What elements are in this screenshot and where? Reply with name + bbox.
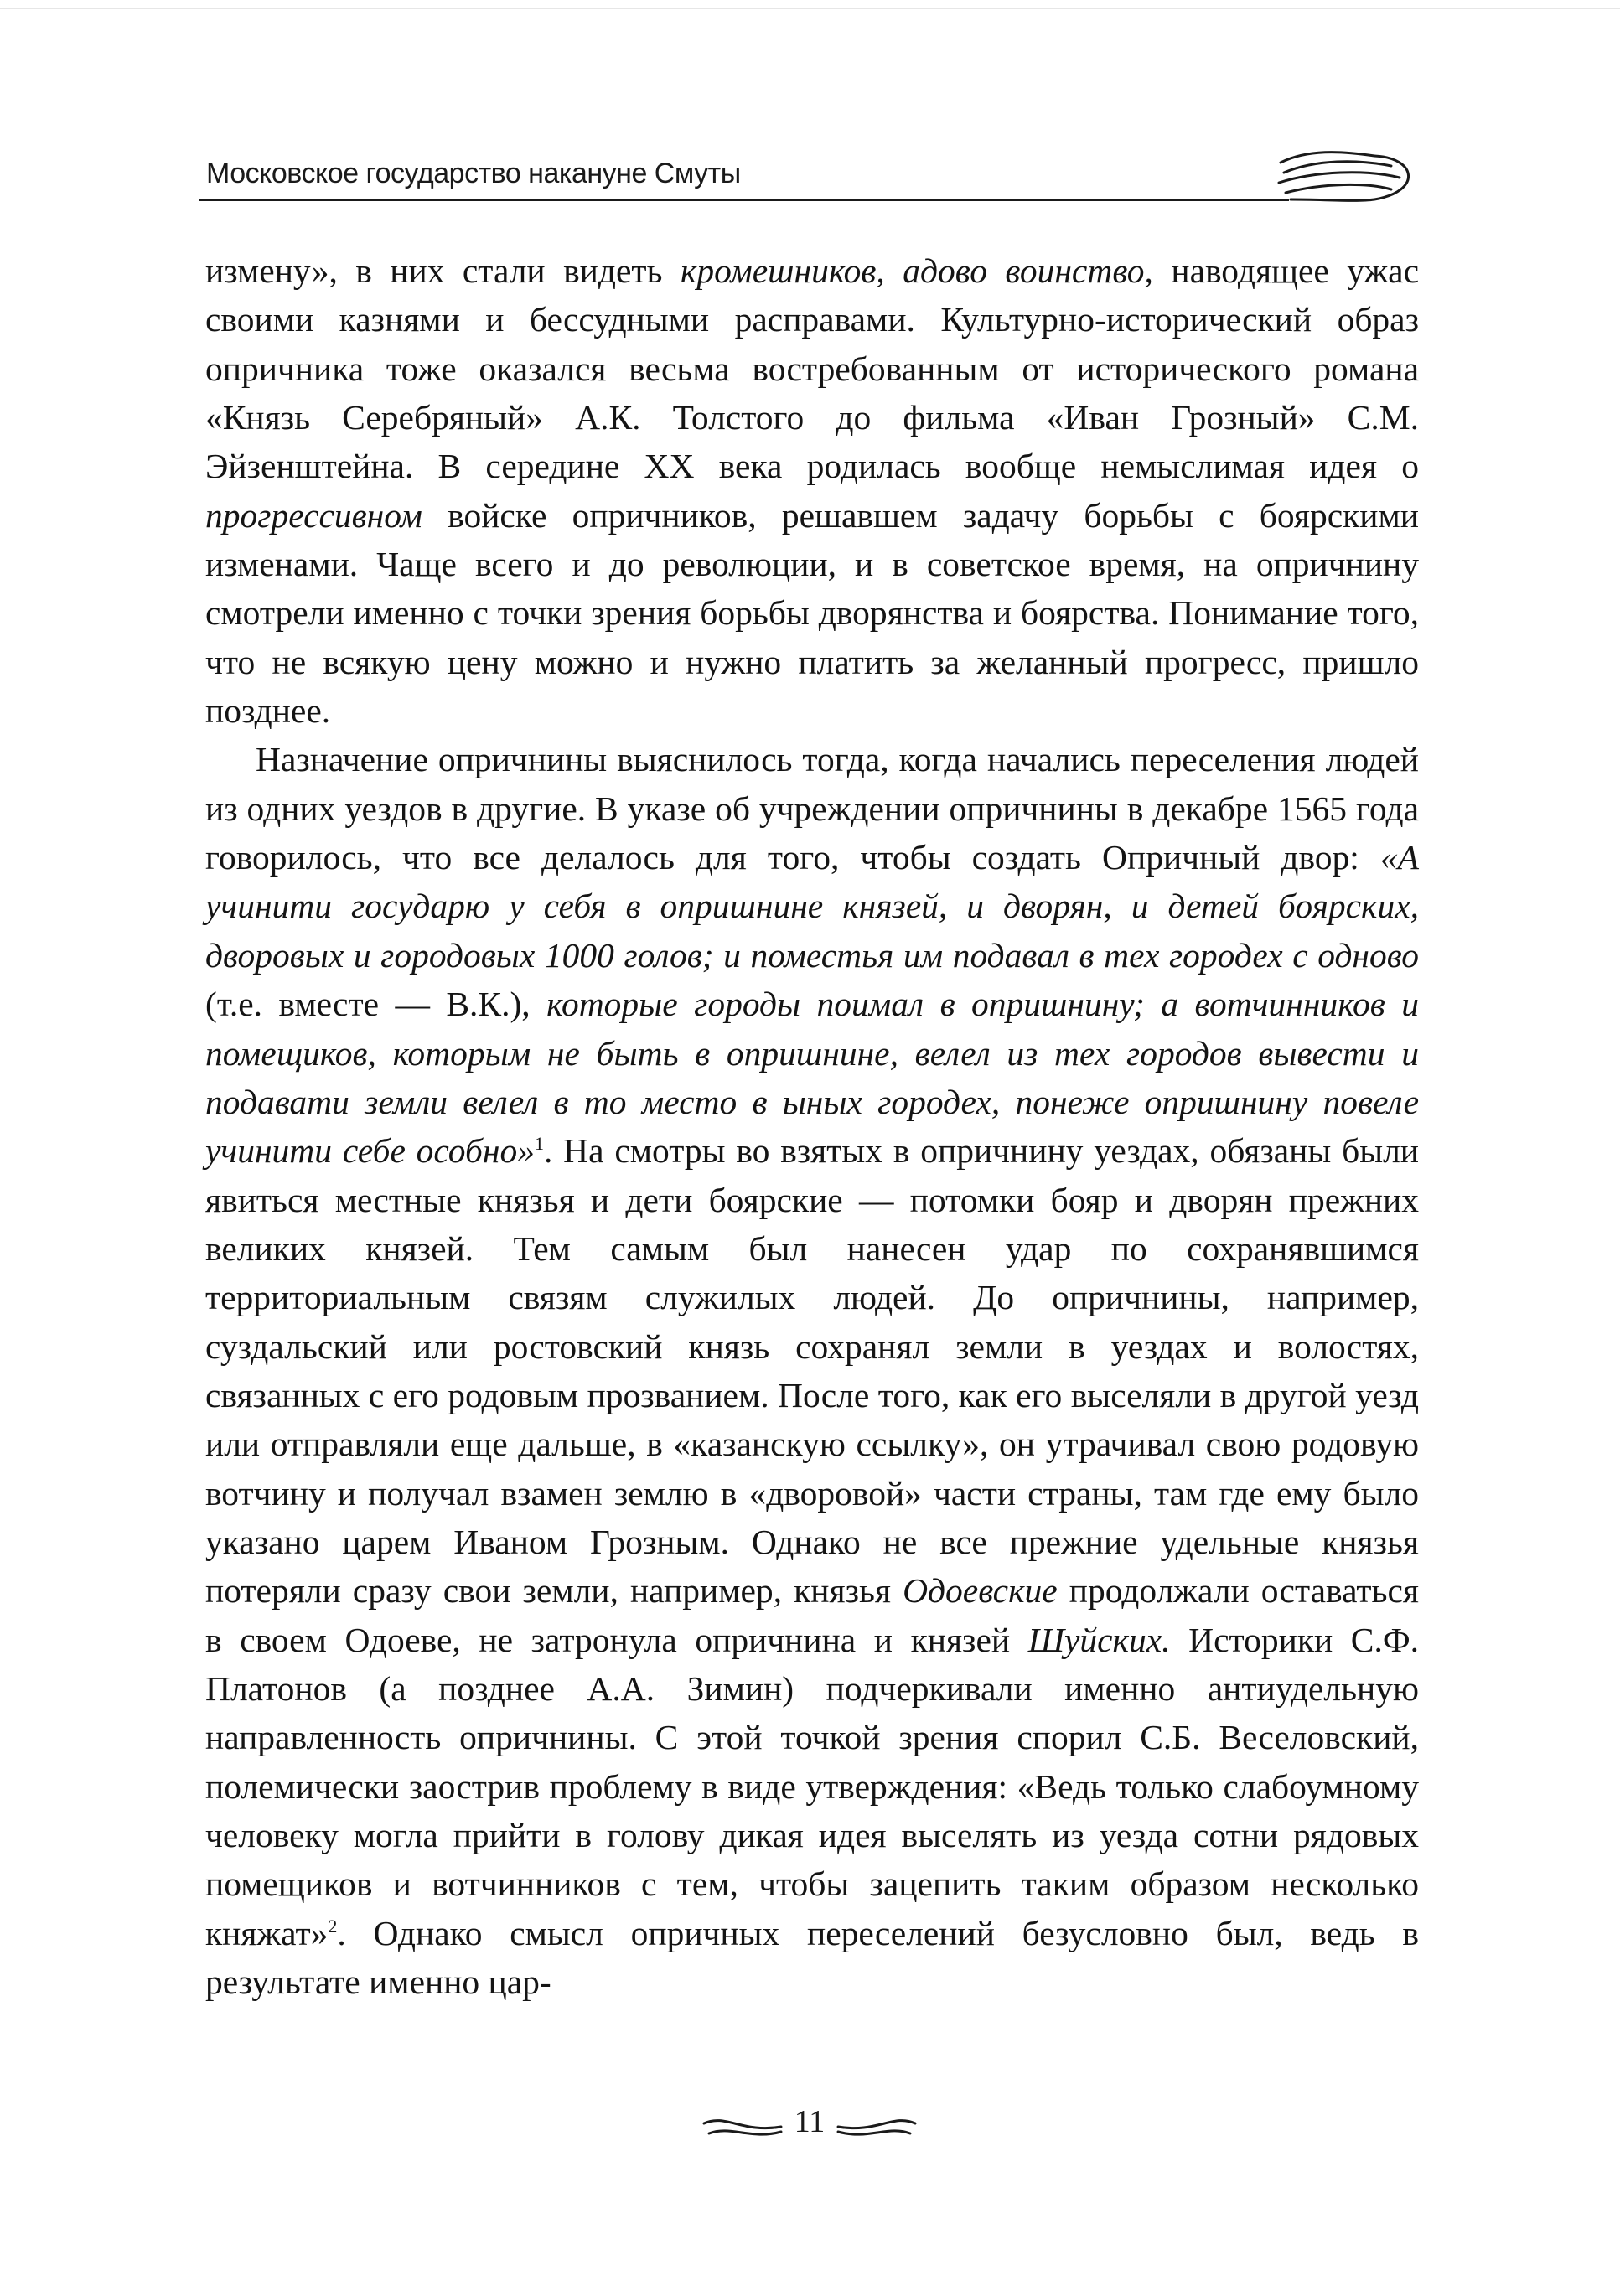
text-run: . На смотры во взятых в опричнину уездах, обязаны были явиться местные князья и дети боярские — потомки бояр и дворян прежних великих князей. Тем самым был нанесен удар по сохранявшимся территориальным связям служилых людей. До опричнины, например, суздальский или ростовский князь сохранял земли в уездах и волостях, связанных с его родовым прозванием. После того, как его выселяли в другой уезд или отправляли еще дальше, в «казанскую ссылку», он утрачивал свою родовую вотчину и получал взамен землю в «дворовой» части страны, там где ему было указано царем Иваном Грозным. Однако не все прежние удельные князья потеряли сразу свои земли, например, князья <box>205 1131 1419 1611</box>
text-run: наводящее ужас своими казнями и бессудными расправами. Культурно-исторический образ опричника тоже оказался весьма востребованным от исторического романа «Князь Серебряный» А.К. Толстого до фильма «Иван Грозный» С.М. Эйзенштейна. В середине XX века родилась вообще немыслимая идея о <box>205 251 1419 486</box>
tilde-swash-right-icon <box>835 2112 919 2145</box>
text-run: Назначение опричнины выяснилось тогда, когда начались переселения людей из одних уездов в другие. В указе об учреждении опричнины в декабре 1565 года говорилось, что все делалось для того, чтобы создать Опричный двор: <box>205 740 1419 877</box>
paragraph-1 <box>205 246 1419 735</box>
italic-run: прогрессивном <box>205 495 422 535</box>
text-run: войске опричников, решавшем задачу борьбы с боярскими изменами. Чаще всего и до революции, и в советское время, на опричнину смотрели именно с точки зрения борьбы дворянства и боярства. Понимание того, что не всякую цену можно и нужно платить за желанный прогресс, пришло позднее. <box>205 495 1419 731</box>
text-run: (т.е. вместе — В.К.), <box>205 985 547 1024</box>
header-rule <box>199 199 1289 201</box>
wave-swirl-ornament-icon <box>1274 144 1421 208</box>
paragraph-2 <box>205 735 1419 2006</box>
footnote-ref-2[interactable]: 2 <box>328 1915 338 1937</box>
text-run: . Однако смысл опричных переселений безусловно был, ведь в результате именно цар- <box>205 1913 1419 2002</box>
text-run: измену», в них стали видеть <box>205 251 681 290</box>
italic-run: Шуйских. <box>1027 1620 1171 1659</box>
running-title: Московское государство накануне Смуты <box>206 158 741 189</box>
italic-run: Одоевские <box>903 1571 1058 1611</box>
footnote-ref-1[interactable]: 1 <box>534 1133 544 1155</box>
text-run: Историки С.Ф. Платонов (а позднее А.А. Зимин) подчеркивали именно антиудельную направленность опричнины. С этой точкой зрения спорил С.Б. Веселовский, полемически заострив проблему в виде утверждения: «Ведь только слабоумному человеку могла прийти в голову дикая идея выселять из уезда сотни рядовых помещиков и вотчинников с тем, чтобы зацепить таким образом несколько княжат» <box>205 1620 1419 1952</box>
italic-run: кромешников, адово воинство, <box>680 251 1153 290</box>
text-run: продолжали оставаться в своем Одоеве, не затронула опричнина и князей <box>205 1571 1419 1659</box>
italic-quote-run: «А учинити государю у себя в опришнине князей, и дворян, и детей боярских, дворовых и городовых 1000 голов; и поместья им подавал в тех городех с одново <box>205 838 1419 975</box>
running-header <box>199 149 1421 208</box>
body-text <box>205 246 1419 2006</box>
italic-quote-run: которые городы поимал в опришнину; а вотчинников и помещиков, которым не быть в опришнине, велел из тех городов вывести и подавати земли велел в то место в ыных городех, понеже опришнину повеле учинити себе особно» <box>205 985 1419 1171</box>
page-number: 11 <box>794 2104 826 2139</box>
scan-edge-line <box>0 8 1620 9</box>
page-folio <box>684 2102 935 2152</box>
